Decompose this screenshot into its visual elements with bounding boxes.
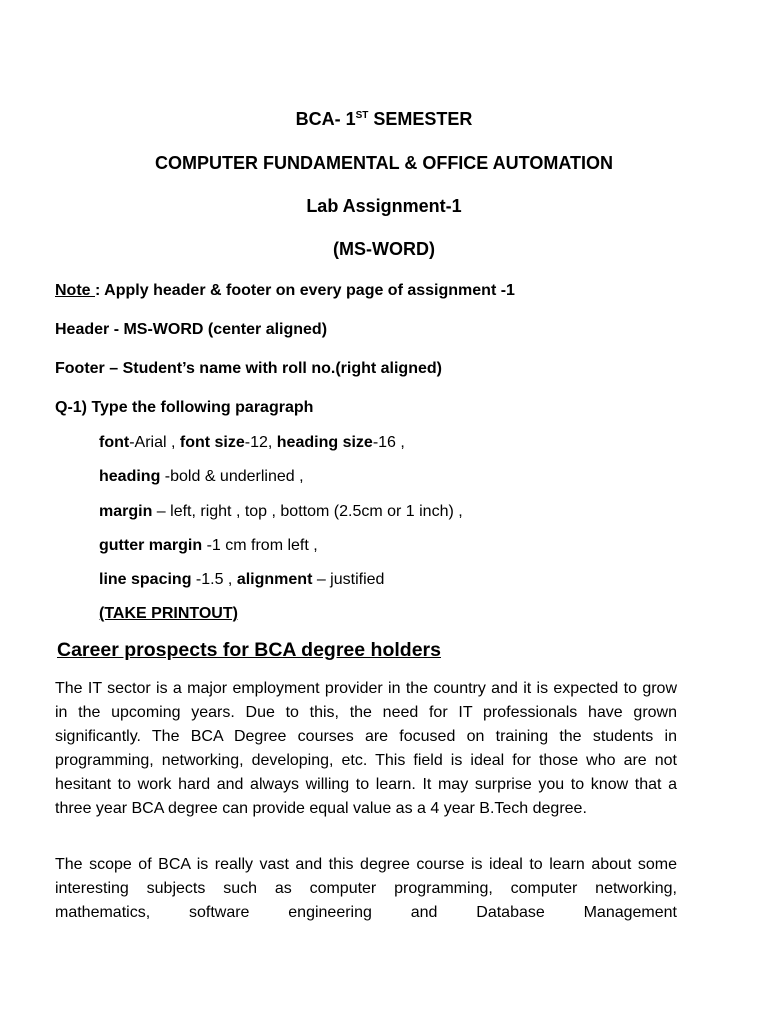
spec-heading-value: -bold & underlined , [160, 468, 304, 485]
spec-alignment-label: alignment [236, 571, 313, 588]
course-title-superscript: ST [355, 110, 369, 121]
spec-line-spacing-label: line spacing [99, 571, 192, 588]
note-label: Note [55, 282, 95, 299]
take-printout: (TAKE PRINTOUT) [99, 605, 238, 622]
spec-margin-label: margin [99, 503, 153, 520]
spec-margin [99, 503, 463, 521]
course-title [0, 109, 768, 130]
spec-gutter-label: gutter margin [99, 537, 203, 554]
spec-heading [99, 468, 304, 486]
subject-title: COMPUTER FUNDAMENTAL & OFFICE AUTOMATION [155, 153, 613, 173]
spec-line-spacing-value: -1.5 , [191, 571, 237, 588]
footer-instruction: Footer – Student’s name with roll no.(right aligned) [55, 360, 442, 377]
spec-heading-size-value: -16 , [372, 434, 405, 451]
assignment-title: Lab Assignment-1 [306, 196, 462, 216]
spec-heading-label: heading [99, 468, 161, 485]
spec-font-value: -Arial , [129, 434, 180, 451]
course-title-suffix: SEMESTER [368, 109, 473, 129]
spec-gutter [99, 537, 318, 555]
spec-gutter-value: -1 cm from left , [202, 537, 318, 554]
spec-heading-size-label: heading size [276, 434, 373, 451]
article-paragraph-2: The scope of BCA is really vast and this degree course is ideal to learn about some interesting subjects such as computer programming, computer networking, mathematics, software engineering and Database Management [55, 856, 677, 921]
spec-line-spacing [99, 571, 384, 589]
tool-title: (MS-WORD) [333, 239, 435, 259]
article-heading: Career prospects for BCA degree holders [57, 639, 441, 661]
header-instruction: Header - MS-WORD (center aligned) [55, 321, 328, 338]
spec-font-label: font [99, 434, 130, 451]
spec-font-size-value: -12, [244, 434, 277, 451]
article-paragraph-1: The IT sector is a major employment provider in the country and it is expected to grow in the upcoming years. Due to this, the need for IT professionals have grown significantly. The BCA Degree courses are focused on training the students in programming, networking, developing, etc. This field is ideal for those who are not hesitant to work hard and always willing to learn. It may surprise you to know that a three year BCA degree can provide equal value as a 4 year B.Tech degree. [55, 680, 677, 817]
course-title-prefix: BCA- 1 [295, 109, 356, 129]
spec-font [99, 434, 405, 452]
spec-font-size-label: font size [179, 434, 245, 451]
note-line [55, 282, 515, 300]
spec-margin-value: – left, right , top , bottom (2.5cm or 1 inch) , [152, 503, 463, 520]
note-text: : Apply header & footer on every page of assignment -1 [95, 282, 515, 299]
question-line: Q-1) Type the following paragraph [55, 399, 314, 416]
spec-alignment-value: – justified [312, 571, 385, 588]
